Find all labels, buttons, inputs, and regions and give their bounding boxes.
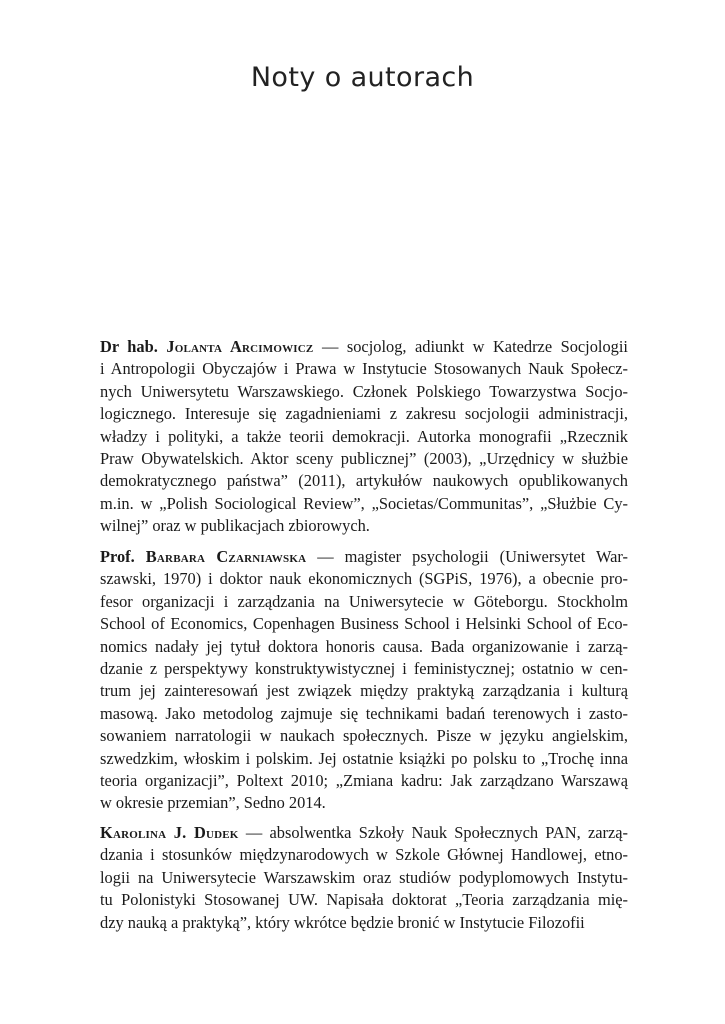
bio-line: demokratycznego państwa” (2011), artykułów naukowych opublikowanych xyxy=(100,471,628,491)
bio-line: nomics nadały jej tytuł doktora honoris causa. Bada organizowanie i zarzą- xyxy=(100,636,628,656)
bio-line: trum jej zainteresowań jest związek między praktyką zarządzania i kulturą xyxy=(100,681,628,701)
bio-line: School of Economics, Copenhagen Business School i Helsinki School of Eco- xyxy=(100,614,628,634)
bio-line xyxy=(100,822,628,844)
author-name: Barbara Czarniawska xyxy=(145,547,307,566)
bio-line: i Antropologii Obyczajów i Prawa w Instytucie Stosowanych Nauk Społecz- xyxy=(100,359,628,379)
bio-line: wilnej” oraz w publikacjach zbiorowych. xyxy=(100,516,370,536)
bio-line: logicznego. Interesuje się zagadnieniami z zakresu socjologii administracji, xyxy=(100,404,628,424)
bio-line: logii na Uniwersytecie Warszawskim oraz studiów podyplomowych Instytu- xyxy=(100,867,628,887)
bio-line xyxy=(100,336,628,358)
bio-line: Praw Obywatelskich. Aktor sceny publicznej” (2003), „Urzędnicy w służbie xyxy=(100,448,628,468)
bio-line: w okresie przemian”, Sedno 2014. xyxy=(100,793,326,813)
bio-line: dzanie z perspektywy konstruktywistycznej i feministycznej; ostatnio w cen- xyxy=(100,658,628,678)
bio-line: sowaniem narratologii w naukach społecznych. Pisze w języku angielskim, xyxy=(100,726,628,746)
bio-line: szwedzkim, włoskim i polskim. Jej ostatnie książki po polsku to „Trochę inna xyxy=(100,748,628,768)
bio-line: m.in. w „Polish Sociological Review”, „Societas/Communitas”, „Służbie Cy- xyxy=(100,493,628,513)
author-bio xyxy=(100,336,628,538)
author-title: Dr hab. xyxy=(100,337,167,356)
bio-line: masową. Jako metodolog zajmuje się technikami badań terenowych i zasto- xyxy=(100,703,628,723)
bio-text: — magister psychologii (Uniwersytet War- xyxy=(306,547,628,566)
author-bio xyxy=(100,546,628,815)
author-bio xyxy=(100,822,628,934)
bio-line: władzy i polityki, a także teorii demokracji. Autorka monografii „Rzecznik xyxy=(100,426,628,446)
bio-line: teoria organizacji”, Poltext 2010; „Zmiana kadru: Jak zarządzano Warszawą xyxy=(100,770,628,790)
page-heading: Noty o autorach xyxy=(250,62,475,94)
author-title: Prof. xyxy=(100,547,146,566)
bio-line: nych Uniwersytetu Warszawskiego. Członek Polskiego Towarzystwa Socjo- xyxy=(100,381,628,401)
author-name: Karolina J. Dudek xyxy=(100,823,239,842)
bio-text: — absolwentka Szkoły Nauk Społecznych PAN, zarzą- xyxy=(238,823,628,842)
bio-line: szawski, 1970) i doktor nauk ekonomicznych (SGPiS, 1976), a obecnie pro- xyxy=(100,569,628,589)
bio-line xyxy=(100,546,628,568)
bio-line: tu Polonistyki Stosowanej UW. Napisała doktorat „Teoria zarządzania mię- xyxy=(100,890,628,910)
bio-line: dzania i stosunków międzynarodowych w Szkole Głównej Handlowej, etno- xyxy=(100,845,628,865)
bio-text: — socjolog, adiunkt w Katedrze Socjologii xyxy=(313,337,628,356)
author-name: Jolanta Arcimowicz xyxy=(166,337,314,356)
bio-line: dzy nauką a praktyką”, który wkrótce będzie bronić w Instytucie Filozofii xyxy=(100,912,585,932)
bio-line: fesor organizacji i zarządzania na Uniwersytecie w Göteborgu. Stockholm xyxy=(100,591,628,611)
